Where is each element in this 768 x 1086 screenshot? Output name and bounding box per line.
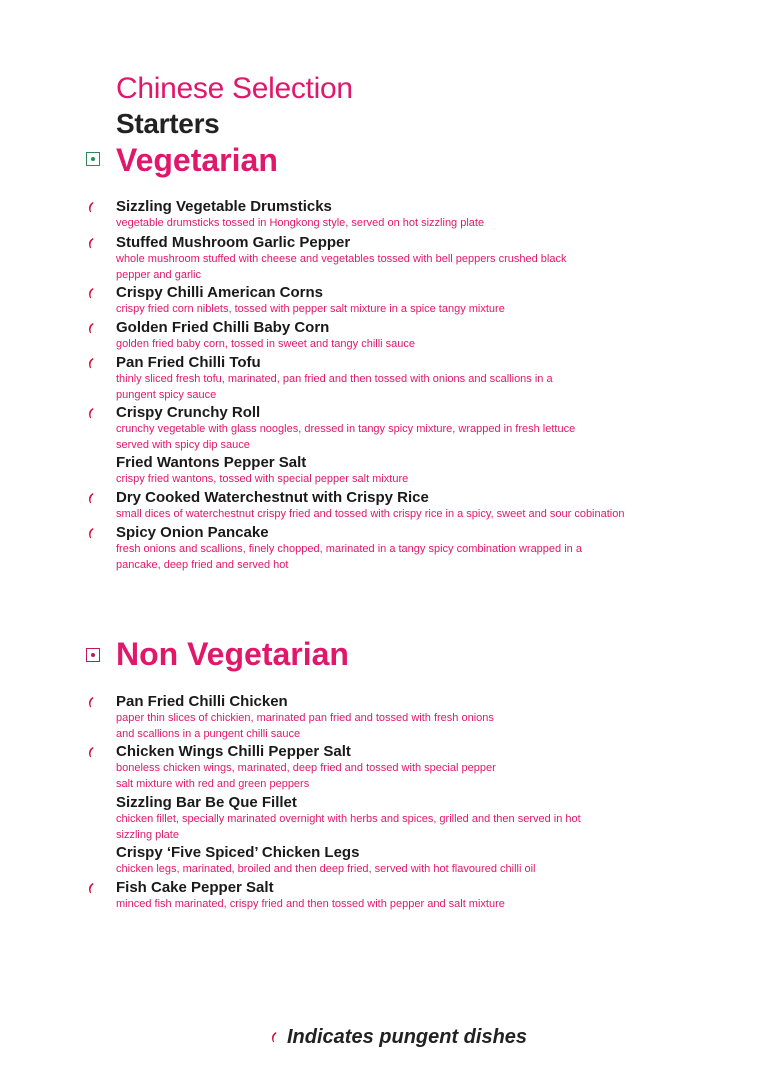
pungent-legend-text: Indicates pungent dishes [287,1026,528,1048]
dish-name: Spicy Onion Pancake [116,524,269,541]
dish-name: Crispy Chilli American Corns [116,284,323,301]
dish-description: paper thin slices of chickien, marinated pan fried and tossed with fresh onions and scallions in a pungent chilli sauce [116,712,494,740]
section-heading-vegetarian: Vegetarian [116,142,278,178]
dish-name: Crispy Crunchy Roll [116,404,261,421]
chilli-icon [87,201,95,213]
chilli-icon [87,357,95,369]
chilli-icon [87,287,95,299]
dish-description: thinly sliced fresh tofu, marinated, pan fried and then tossed with onions and scallions in a pungent spicy sauce [116,373,553,401]
dish-name: Fish Cake Pepper Salt [116,879,274,896]
chilli-icon [87,882,95,894]
dish-name: Stuffed Mushroom Garlic Pepper [116,234,351,251]
chilli-icon [270,1031,278,1043]
dish-description: small dices of waterchestnut crispy fried and tossed with crispy rice in a spicy, sweet and sour cobination [116,508,625,520]
chilli-icon [87,527,95,539]
chilli-icon [87,492,95,504]
dish-name: Sizzling Vegetable Drumsticks [116,198,332,215]
section-heading-non-vegetarian: Non Vegetarian [116,636,349,672]
non-vegetarian-symbol-icon [86,648,100,662]
page-title: Chinese Selection [116,72,353,105]
dish-description: crunchy vegetable with glass noogles, dressed in tangy spicy mixture, wrapped in fresh lettuce served with spicy dip sauce [116,423,576,451]
dish-description: boneless chicken wings, marinated, deep fried and tossed with special pepper salt mixture with red and green peppers [116,762,496,790]
dish-name: Pan Fried Chilli Chicken [116,693,288,710]
chilli-icon [87,322,95,334]
chilli-icon [87,237,95,249]
chilli-icon [87,407,95,419]
dish-description: fresh onions and scallions, finely chopped, marinated in a tangy spicy combination wrapped in a pancake, deep fried and served hot [116,543,582,571]
dish-description: minced fish marinated, crispy fried and then tossed with pepper and salt mixture [116,898,505,910]
dish-description: chicken legs, marinated, broiled and then deep fried, served with hot flavoured chilli oil [116,863,536,875]
dish-name: Golden Fried Chilli Baby Corn [116,319,330,336]
dish-name: Dry Cooked Waterchestnut with Crispy Rice [116,489,429,506]
dish-description: crispy fried corn niblets, tossed with pepper salt mixture in a spice tangy mixture [116,303,505,315]
vegetarian-symbol-icon [86,152,100,166]
dish-name: Fried Wantons Pepper Salt [116,454,307,471]
dish-name: Sizzling Bar Be Que Fillet [116,794,297,811]
dish-description: chicken fillet, specially marinated overnight with herbs and spices, grilled and then served in hot sizzling plate [116,813,581,841]
chilli-icon [87,696,95,708]
dish-description: vegetable drumsticks tossed in Hongkong style, served on hot sizzling plate [116,217,485,229]
dish-name: Crispy ‘Five Spiced’ Chicken Legs [116,844,360,861]
page-subtitle: Starters [116,108,220,139]
dish-description: golden fried baby corn, tossed in sweet and tangy chilli sauce [116,338,416,350]
dish-name: Pan Fried Chilli Tofu [116,354,261,371]
dish-name: Chicken Wings Chilli Pepper Salt [116,743,351,760]
dish-description: whole mushroom stuffed with cheese and vegetables tossed with bell peppers crushed black pepper and garlic [116,253,567,281]
chilli-icon [87,746,95,758]
dish-description: crispy fried wantons, tossed with special pepper salt mixture [116,473,409,485]
